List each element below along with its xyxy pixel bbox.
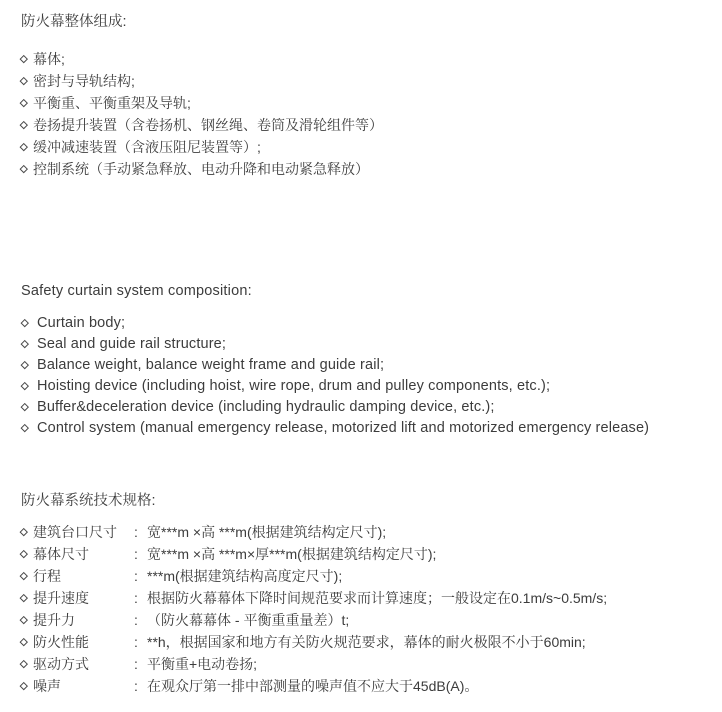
spec-colon: :: [134, 568, 138, 584]
section-title-en-composition: Safety curtain system composition:: [21, 283, 252, 299]
spec-label: 提升速度: [33, 590, 89, 606]
diamond-bullet-icon: [21, 361, 29, 369]
spec-label: 防火性能: [33, 634, 89, 650]
list-item-text: Balance weight, balance weight frame and guide rail;: [37, 357, 385, 373]
spec-row: [20, 565, 607, 587]
spec-value: 在观众厅第一排中部测量的噪声值不应大于45dB(A)。: [147, 678, 479, 694]
bullet-cell: [20, 675, 33, 697]
section-title-cn-specs: 防火幕系统技术规格:: [21, 493, 156, 509]
list-item-text: 密封与导轨结构;: [33, 73, 135, 89]
spec-row: [20, 631, 607, 653]
list-item-text: Seal and guide rail structure;: [37, 336, 227, 352]
list-item: [20, 92, 383, 114]
list-item-text: 幕体;: [33, 51, 65, 67]
diamond-bullet-icon: [20, 164, 28, 172]
en-composition-list: [21, 313, 649, 439]
list-item: [21, 418, 649, 439]
spec-row: [20, 521, 607, 543]
bullet-cell: [20, 587, 33, 609]
list-item: [20, 48, 383, 70]
diamond-bullet-icon: [20, 681, 28, 689]
bullet-cell: [20, 521, 33, 543]
spec-value: 根据防火幕幕体下降时间规范要求而计算速度；一般设定在0.1m/s~0.5m/s;: [147, 590, 608, 606]
spec-colon: :: [134, 634, 138, 650]
diamond-bullet-icon: [20, 98, 28, 106]
spec-colon: :: [134, 546, 138, 562]
cn-specs-list: [20, 521, 607, 697]
spec-row: [20, 675, 607, 697]
list-item: [21, 313, 649, 334]
diamond-bullet-icon: [21, 319, 29, 327]
spec-label: 驱动方式: [33, 656, 89, 672]
list-item: [20, 136, 383, 158]
bullet-cell: [20, 609, 33, 631]
spec-label: 建筑台口尺寸: [33, 524, 117, 540]
spec-row: [20, 609, 607, 631]
diamond-bullet-icon: [21, 382, 29, 390]
spec-row: [20, 543, 607, 565]
diamond-bullet-icon: [20, 54, 28, 62]
list-item-text: Curtain body;: [37, 315, 126, 331]
diamond-bullet-icon: [20, 659, 28, 667]
cn-composition-list: [20, 48, 383, 180]
list-item: [20, 70, 383, 92]
spec-value: （防火幕幕体 - 平衡重重量差）t;: [147, 612, 350, 628]
diamond-bullet-icon: [20, 637, 28, 645]
bullet-cell: [20, 653, 33, 675]
diamond-bullet-icon: [20, 571, 28, 579]
section-title-cn-composition: 防火幕整体组成:: [21, 14, 127, 30]
list-item-text: 控制系统（手动紧急释放、电动升降和电动紧急释放）: [33, 161, 369, 177]
bullet-cell: [20, 543, 33, 565]
spec-row: [20, 653, 607, 675]
spec-value: **h，根据国家和地方有关防火规范要求，幕体的耐火极限不小于60min;: [147, 634, 586, 650]
list-item-text: Hoisting device (including hoist, wire rope, drum and pulley components, etc.);: [37, 378, 551, 394]
spec-label: 行程: [33, 568, 61, 584]
list-item: [20, 114, 383, 136]
diamond-bullet-icon: [21, 340, 29, 348]
list-item-text: Control system (manual emergency release, motorized lift and motorized emergency release): [37, 420, 650, 436]
spec-value: 平衡重+电动卷扬;: [147, 656, 258, 672]
diamond-bullet-icon: [21, 424, 29, 432]
diamond-bullet-icon: [20, 593, 28, 601]
spec-colon: :: [134, 590, 138, 606]
diamond-bullet-icon: [20, 142, 28, 150]
list-item: [21, 334, 649, 355]
list-item: [21, 355, 649, 376]
list-item-text: 卷扬提升装置（含卷扬机、钢丝绳、卷筒及滑轮组件等）: [33, 117, 383, 133]
spec-colon: :: [134, 612, 138, 628]
spec-value: ***m(根据建筑结构高度定尺寸);: [147, 568, 343, 584]
spec-value: 宽***m ×高 ***m(根据建筑结构定尺寸);: [147, 524, 387, 540]
spec-label: 提升力: [33, 612, 75, 628]
bullet-cell: [20, 565, 33, 587]
bullet-cell: [20, 631, 33, 653]
list-item: [21, 397, 649, 418]
spec-value: 宽***m ×高 ***m×厚***m(根据建筑结构定尺寸);: [147, 546, 437, 562]
diamond-bullet-icon: [21, 403, 29, 411]
spec-colon: :: [134, 656, 138, 672]
diamond-bullet-icon: [20, 615, 28, 623]
list-item: [21, 376, 649, 397]
list-item-text: 缓冲减速装置（含液压阻尼装置等）;: [33, 139, 261, 155]
list-item-text: Buffer&deceleration device (including hydraulic damping device, etc.);: [37, 399, 495, 415]
list-item-text: 平衡重、平衡重架及导轨;: [33, 95, 191, 111]
diamond-bullet-icon: [20, 76, 28, 84]
diamond-bullet-icon: [20, 549, 28, 557]
spec-label: 幕体尺寸: [33, 546, 89, 562]
spec-colon: :: [134, 524, 138, 540]
spec-row: [20, 587, 607, 609]
diamond-bullet-icon: [20, 120, 28, 128]
spec-label: 噪声: [33, 678, 61, 694]
diamond-bullet-icon: [20, 527, 28, 535]
list-item: [20, 158, 383, 180]
spec-colon: :: [134, 678, 138, 694]
